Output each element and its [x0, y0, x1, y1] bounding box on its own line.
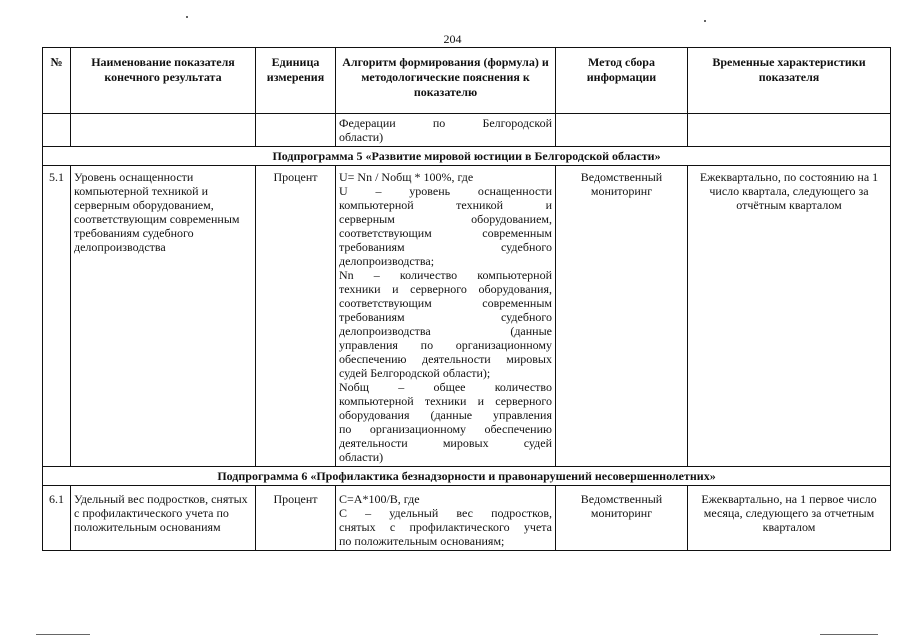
scan-edge-mark	[820, 634, 878, 635]
subprogram-5-row	[43, 147, 891, 166]
header-time: Временные характеристики показателя	[688, 48, 891, 114]
header-method: Метод сбора информации	[556, 48, 688, 114]
row-num: 6.1	[43, 486, 71, 551]
row-num: 5.1	[43, 166, 71, 467]
row-algorithm: U= Nn / Nобщ * 100%, где U – уровень оснащенности компьютерной техникой и серверным оборудованием, соответствующим современным требованиям судебного делопроизводства; Nn – количество компьютерной техники и серверного оборудования, соответствующим современным требованиям судебного делопроизводства (данные управления по организационному обеспечению деятельности мировых судей Белгородской области); Nобщ – общее количество компьютерной техники и серверного оборудования (данные управления по организационному обеспечению деятельности мировых судей области)	[336, 166, 556, 467]
row-unit: Процент	[256, 486, 336, 551]
row-time: Ежеквартально, по состоянию на 1 число квартала, следующего за отчётным кварталом	[688, 166, 891, 467]
scan-speck	[704, 20, 706, 22]
subprogram-5-title: Подпрограмма 5 «Развитие мировой юстиции в Белгородской области»	[43, 147, 891, 166]
scan-speck	[186, 16, 188, 18]
header-unit: Единица измерения	[256, 48, 336, 114]
algorithm-line: Федерации по Белгородской	[339, 116, 552, 130]
row-indicator-name: Уровень оснащенности компьютерной техникой и серверным оборудованием, соответствующим современным требованиям судебного делопроизводства	[71, 166, 256, 467]
table-row-6-1	[43, 486, 891, 551]
row-unit: Процент	[256, 166, 336, 467]
header-algorithm: Алгоритм формирования (формула) и методологические пояснения к показателю	[336, 48, 556, 114]
subprogram-6-title: Подпрограмма 6 «Профилактика безнадзорности и правонарушений несовершеннолетних»	[43, 467, 891, 486]
table-row-5-1	[43, 166, 891, 467]
scan-edge-mark	[36, 634, 90, 635]
subprogram-6-row	[43, 467, 891, 486]
row-method: Ведомственный мониторинг	[556, 166, 688, 467]
indicators-table	[42, 47, 891, 551]
table-header-row	[43, 48, 891, 114]
row-method: Ведомственный мониторинг	[556, 486, 688, 551]
continuation-row	[43, 114, 891, 147]
row-algorithm: С=А*100/В, где С – удельный вес подростков, снятых с профилактического учета по положительным основаниям;	[336, 486, 556, 551]
page-number: 204	[443, 32, 462, 46]
continuation-algorithm	[336, 114, 556, 147]
algorithm-line: области)	[339, 130, 384, 144]
row-time: Ежеквартально, на 1 первое число месяца, следующего за отчетным кварталом	[688, 486, 891, 551]
header-num: №	[43, 48, 71, 114]
row-indicator-name: Удельный вес подростков, снятых с профилактического учета по положительным основаниям	[71, 486, 256, 551]
header-name: Наименование показателя конечного результата	[71, 48, 256, 114]
